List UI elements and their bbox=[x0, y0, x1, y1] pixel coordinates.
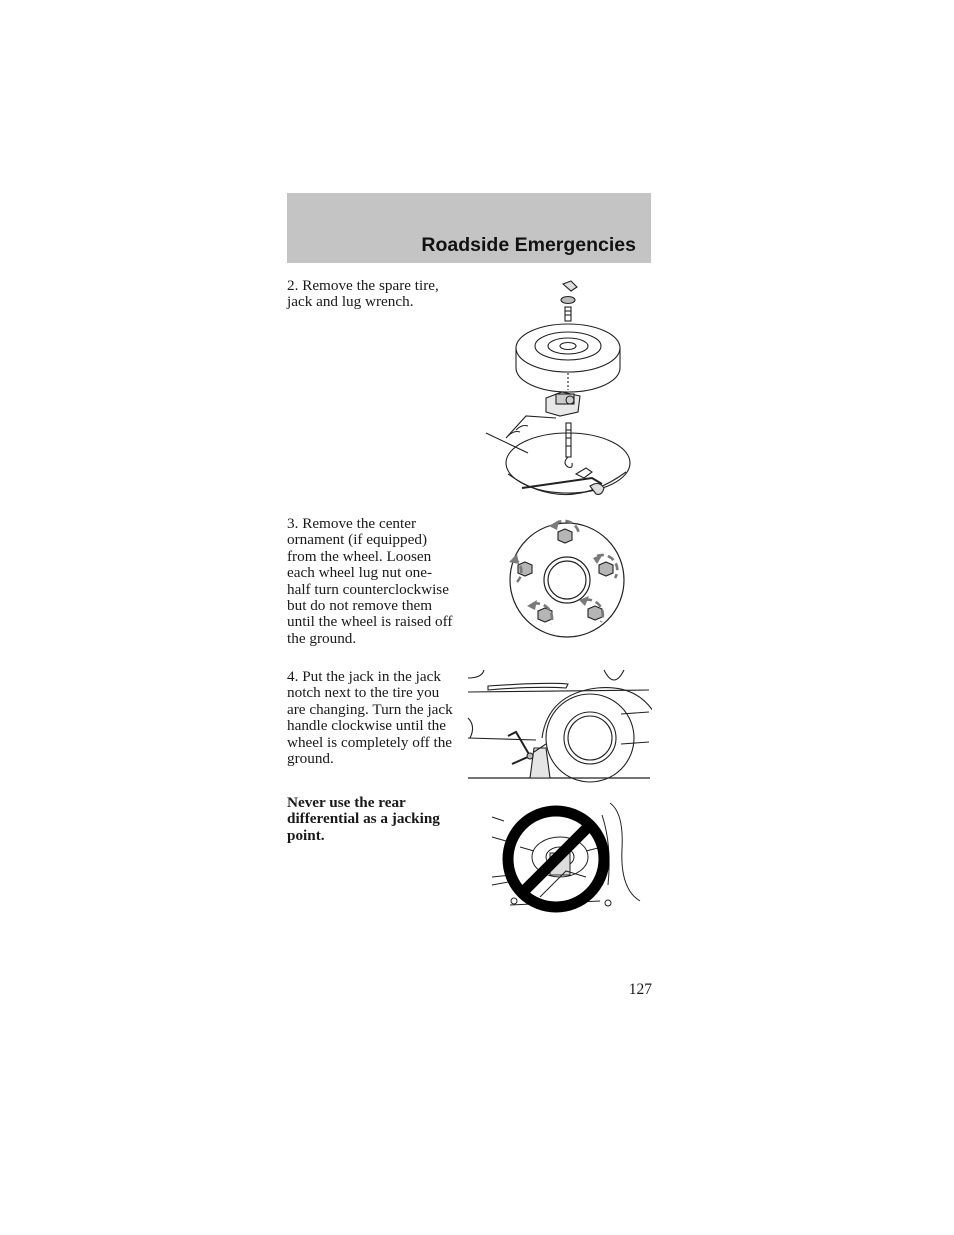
step-2-text: 2. Remove the spare tire, jack and lug wrench. bbox=[287, 277, 439, 311]
section-header bbox=[287, 193, 651, 263]
spare-tire-illustration bbox=[480, 278, 650, 503]
lug-nuts-illustration bbox=[505, 518, 630, 643]
section-title: Roadside Emergencies bbox=[421, 234, 636, 256]
no-differential-jacking-illustration bbox=[490, 797, 642, 919]
page-number: 127 bbox=[628, 981, 652, 998]
step-3-text: 3. Remove the center ornament (if equipped) from the wheel. Loosen each wheel lug nut one-half turn counterclockwise but do not remove them until the wheel is raised off the ground. bbox=[287, 515, 453, 647]
warning-text: Never use the rear differential as a jacking point. bbox=[287, 794, 440, 844]
step-4-text: 4. Put the jack in the jack notch next to the tire you are changing. Turn the jack handle clockwise until the wheel is completely off the ground. bbox=[287, 668, 453, 768]
jack-at-notch-illustration bbox=[466, 668, 652, 784]
